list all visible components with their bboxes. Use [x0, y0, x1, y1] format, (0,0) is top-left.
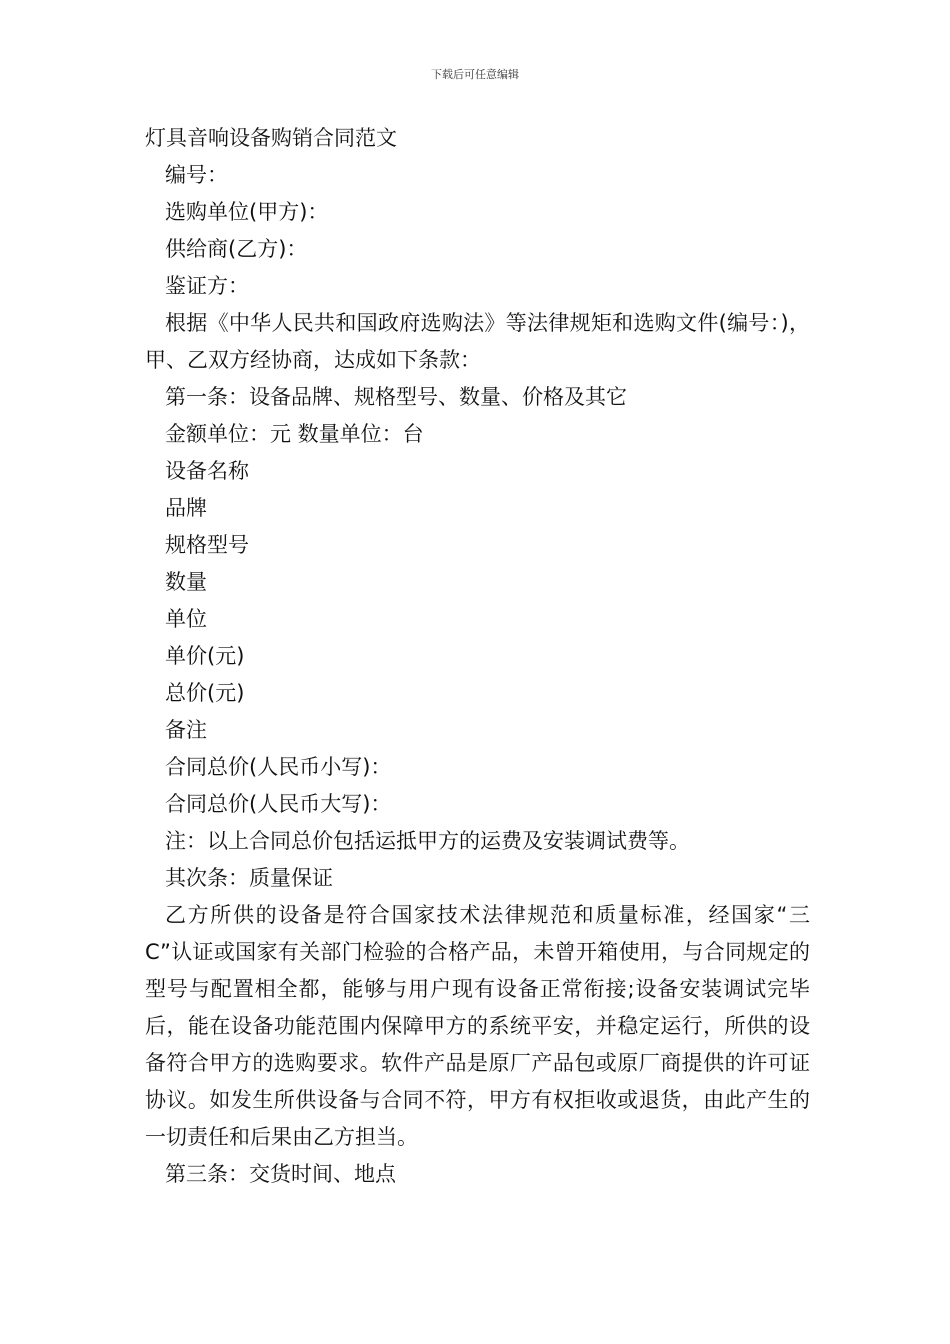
column-equipment-name: 设备名称 — [165, 459, 249, 483]
units-note: 金额单位：元 数量单位：台 — [165, 422, 424, 446]
price-note: 注：以上合同总价包括运抵甲方的运费及安装调试费等。 — [165, 829, 690, 853]
field-witness: 鉴证方： — [165, 274, 249, 298]
field-contract-number: 编号： — [165, 163, 228, 187]
document-title: 灯具音响设备购销合同范文 — [145, 126, 397, 150]
page-header-note: 下载后可任意编辑 — [431, 68, 519, 81]
total-price-lowercase: 合同总价(人民币小写)： — [165, 755, 392, 779]
article-2-heading: 其次条：质量保证 — [165, 866, 333, 890]
total-price-uppercase: 合同总价(人民币大写)： — [165, 792, 392, 816]
paragraph-quality-guarantee: 乙方所供的设备是符合国家技术法律规范和质量标准，经国家“三C”认证或国家有关部门检验的合格产品，未曾开箱使用，与合同规定的型号与配置相全都，能够与用户现有设备正常衔接;设备安装调试完毕后，能在设备功能范围内保障甲方的系统平安，并稳定运行，所供的设备符合甲方的选购要求。软件产品是原厂产品包或原厂商提供的许可证协议。如发生所供设备与合同不符，甲方有权拒收或退货，由此产生的一切责任和后果由乙方担当。 — [145, 903, 810, 1149]
column-model: 规格型号 — [165, 533, 249, 557]
paragraph-legal-basis: 根据《中华人民共和国政府选购法》等法律规矩和选购文件(编号：)，甲、乙双方经协商，达成如下条款： — [145, 311, 810, 372]
field-buyer: 选购单位(甲方)： — [165, 200, 329, 224]
document-body — [145, 120, 810, 1193]
column-remarks: 备注 — [165, 718, 207, 742]
column-brand: 品牌 — [165, 496, 207, 520]
column-unit-price: 单价(元) — [165, 644, 245, 668]
article-1-heading: 第一条：设备品牌、规格型号、数量、价格及其它 — [165, 385, 627, 409]
column-quantity: 数量 — [165, 570, 207, 594]
article-3-heading: 第三条：交货时间、地点 — [165, 1162, 396, 1186]
field-supplier: 供给商(乙方)： — [165, 237, 308, 261]
column-total-price: 总价(元) — [165, 681, 245, 705]
column-unit: 单位 — [165, 607, 207, 631]
